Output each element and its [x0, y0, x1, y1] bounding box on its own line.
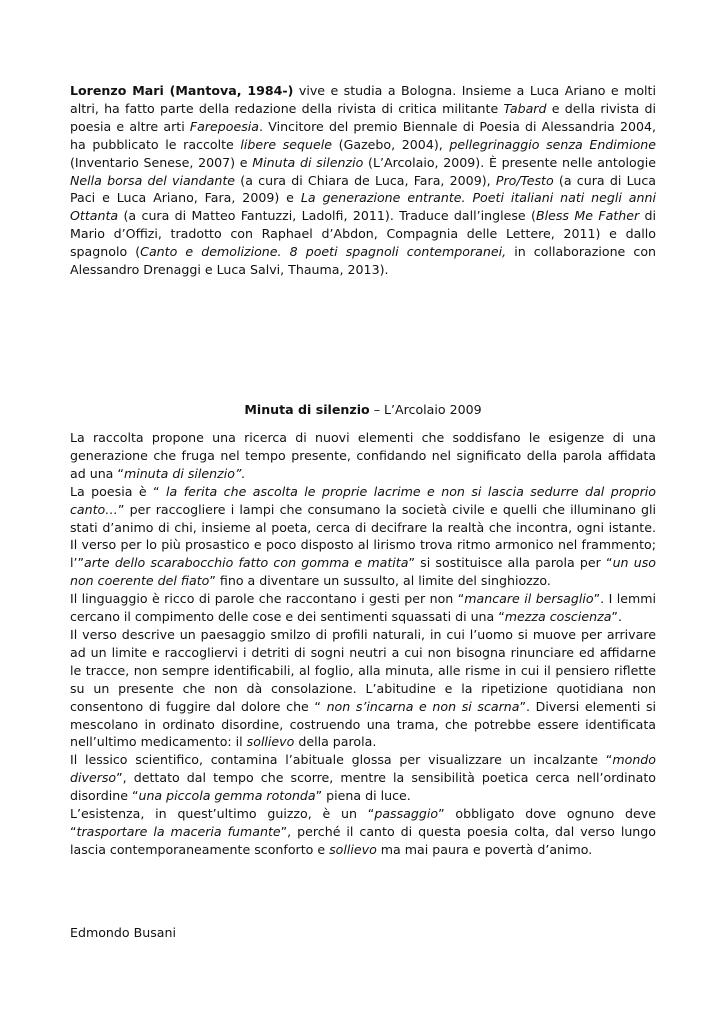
review-quote: sollievo: [329, 841, 377, 857]
bio-block: [70, 82, 656, 279]
bio-italic-title: Farepoesia: [189, 118, 260, 134]
review-paragraph: [70, 751, 656, 805]
bio-italic-title: Minuta di silenzio: [252, 154, 364, 170]
review-text: ” si sostituisce alla parola per “: [408, 555, 613, 571]
review-quote: mancare il bersaglio: [464, 591, 594, 607]
review-quote: arte dello scarabocchio fatto con gomma e matita: [84, 555, 409, 571]
review-quote: mondo diverso: [70, 752, 656, 786]
bio-text: (a cura di Matteo Fantuzzi, Ladolfi, 2011). Traduce dall’inglese (: [118, 208, 536, 224]
review-text: La raccolta propone una ricerca di nuovi elementi che soddisfano le esigenze di una generazione che fruga nel tempo presente, confidando nel significato della parola affidata ad una “: [70, 430, 656, 481]
review-quote: minuta di silenzio”.: [123, 465, 246, 481]
bio-text: (L’Arcolaio, 2009). È presente nelle antologie: [363, 154, 656, 170]
review-text: Il linguaggio è ricco di parole che raccontano i gesti per non “: [70, 591, 465, 607]
review-paragraph: [70, 626, 656, 751]
review-quote: non s’incarna e non si scarna: [326, 698, 520, 714]
bio-text: di Mario d’Offizi, tradotto con Raphael d’Abdon, Compagnia delle Lettere, 2011) e dallo spagnolo (: [70, 208, 656, 260]
bio-italic-title: pellegrinaggio senza Endimione: [449, 136, 657, 152]
bio-text: vive e studia a Bologna. Insieme a Luca Ariano e molti altri, ha fatto parte della redazione della rivista di critica militante: [70, 83, 656, 116]
review-quote: mezza coscienza: [504, 609, 612, 625]
review-text: ”.: [611, 609, 622, 625]
review-text: ”, perché il canto di questa poesia colta, dal verso lungo lascia contemporaneamente sconforto e: [70, 823, 656, 857]
bio-italic-title: Canto e demolizione. 8 poeti spagnoli contemporanei,: [140, 244, 507, 260]
review-text: Il verso descrive un paesaggio smilzo di profili naturali, in cui l’uomo si muove per arrivare ad un limite e raccogliervi i detriti di sogni neutri a cui non bisogna rinunciare ed affidarne le tracce, non sempre identificabili, al foglio, alla minuta, alle risme in cui il pensiero riflette su un presente che non dà consolazione. L’abitudine e la ripetizione quotidiana non consentono di fuggire dal dolore che “: [70, 626, 656, 714]
section-title-publisher: – L’Arcolaio 2009: [369, 402, 482, 417]
review-quote: un uso non coerente del fiato: [70, 555, 656, 589]
review-quote: trasportare la maceria fumante: [76, 823, 281, 839]
review-paragraph: [70, 483, 656, 590]
review-text: L’esistenza, in quest’ultimo guizzo, è un “: [70, 806, 375, 822]
bio-italic-title: Pro/Testo: [495, 172, 554, 188]
review-quote: la ferita che ascolta le proprie lacrime e non si lascia sedurre dal proprio canto…: [70, 483, 656, 517]
review-paragraph: [70, 429, 656, 483]
bio-text: e della rivista di poesia e altre arti: [70, 100, 656, 134]
review-signature: Edmondo Busani: [70, 925, 176, 940]
review-text: ”. I lemmi cercano il compimento delle cose e dei sentimenti squassati di una “: [70, 591, 657, 625]
review-text: ” per raccogliere i lampi che consumano la società civile e quelli che illuminano gli stati d’animo di chi, insieme al poeta, cerca di decifrare la realtà che incontra, ogni istante. Il verso per lo più prosastico e poco disposto al lirismo trova ritmo armonico nel frammento; l’”: [70, 501, 656, 571]
review-quote: sollievo: [246, 734, 295, 750]
bio-text: in collaborazione con Alessandro Drenaggi e Luca Salvi, Thauma, 2013).: [70, 244, 657, 278]
bio-italic-title: Nella borsa del viandante: [70, 172, 236, 188]
review-text: ”, dettato dal tempo che scorre, mentre la sensibilità poetica cerca nell’ordinato disordine “: [70, 770, 656, 804]
review-text: ” piena di luce.: [315, 788, 411, 804]
bio-text: (a cura di Chiara de Luca, Fara, 2009),: [235, 172, 496, 188]
review-paragraph: [70, 590, 656, 626]
bio-author-name: Lorenzo Mari (Mantova, 1984-): [70, 83, 294, 98]
review-body: [70, 429, 656, 859]
review-paragraph: [70, 805, 656, 859]
section-title: [70, 401, 656, 419]
bio-text: (Gazebo, 2004),: [332, 136, 450, 152]
review-text: ma mai paura e povertà d’animo.: [376, 841, 593, 857]
bio-paragraph: [70, 82, 656, 279]
review-text: della parola.: [294, 734, 377, 750]
bio-text: (a cura di Luca Paci e Luca Ariano, Fara, 2009) e: [70, 172, 656, 206]
bio-text: (Inventario Senese, 2007) e: [70, 154, 253, 170]
review-text: La poesia è “: [70, 483, 167, 499]
section-title-bold: Minuta di silenzio: [244, 402, 370, 417]
review-quote: passaggio: [374, 806, 439, 822]
bio-italic-title: Tabard: [503, 100, 547, 116]
review-text: ” fino a diventare un sussulto, al limite del singhiozzo.: [209, 573, 551, 589]
bio-italic-title: La generazione entrante. Poeti italiani nati negli anni Ottanta: [70, 190, 656, 224]
bio-text: . Vincitore del premio Biennale di Poesia di Alessandria 2004, ha pubblicato le raccolte: [70, 118, 656, 152]
review-text: ”. Diversi elementi si mescolano in ordinato disordine, costruendo una trama, che potrebbe essere identificata nell’ultimo medicamento: il: [70, 698, 657, 750]
bio-italic-title: Bless Me Father: [535, 208, 640, 224]
review-text: ” obbligato dove ognuno deve “: [70, 806, 656, 839]
review-quote: una piccola gemma rotonda: [138, 788, 316, 804]
bio-italic-title: libere sequele: [240, 136, 333, 152]
review-text: Il lessico scientifico, contamina l’abituale glossa per visualizzare un incalzante “: [70, 752, 613, 768]
